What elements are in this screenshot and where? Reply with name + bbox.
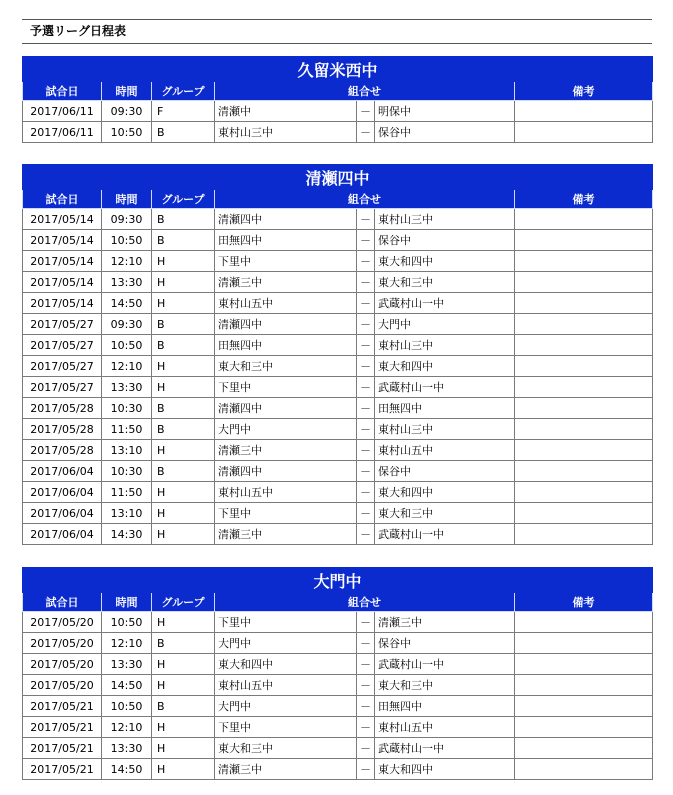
team-away: 東大和四中 [375,251,515,272]
venue-title: 清瀬四中 [23,165,653,190]
table-row [23,398,653,419]
match-date: 2017/05/21 [23,759,102,780]
team-away: 東大和三中 [375,503,515,524]
team-away: 東大和四中 [375,759,515,780]
match-date: 2017/05/28 [23,398,102,419]
match-note [515,503,653,524]
team-away: 武蔵村山一中 [375,377,515,398]
team-home: 清瀬中 [215,101,357,122]
team-home: 下里中 [215,717,357,738]
team-away: 東村山三中 [375,419,515,440]
table-row [23,209,653,230]
vs-dash: － [357,335,375,356]
match-date: 2017/06/04 [23,503,102,524]
table-row [23,101,653,122]
vs-dash: － [357,356,375,377]
team-home: 下里中 [215,503,357,524]
page-title: 予選リーグ日程表 [22,19,652,44]
match-note [515,440,653,461]
match-time: 14:50 [102,759,152,780]
team-home: 大門中 [215,696,357,717]
vs-dash: － [357,398,375,419]
table-row [23,717,653,738]
team-away: 東村山三中 [375,335,515,356]
match-group: H [152,675,215,696]
venue-table [22,164,653,545]
team-away: 武蔵村山一中 [375,293,515,314]
team-home: 東大和三中 [215,356,357,377]
match-date: 2017/05/28 [23,419,102,440]
match-date: 2017/05/28 [23,440,102,461]
match-group: H [152,482,215,503]
match-date: 2017/05/20 [23,612,102,633]
vs-dash: － [357,654,375,675]
team-away: 武蔵村山一中 [375,524,515,545]
match-time: 09:30 [102,101,152,122]
venue-table [22,567,653,780]
match-group: B [152,398,215,419]
match-date: 2017/05/14 [23,251,102,272]
vs-dash: － [357,717,375,738]
match-group: B [152,314,215,335]
match-note [515,398,653,419]
header-row [23,82,653,101]
match-group: B [152,633,215,654]
match-group: B [152,461,215,482]
match-date: 2017/05/14 [23,209,102,230]
match-date: 2017/05/20 [23,633,102,654]
match-date: 2017/05/14 [23,272,102,293]
team-away: 大門中 [375,314,515,335]
match-date: 2017/05/27 [23,356,102,377]
team-home: 田無四中 [215,335,357,356]
match-time: 12:10 [102,717,152,738]
table-row [23,335,653,356]
team-away: 東村山五中 [375,717,515,738]
table-row [23,696,653,717]
match-group: H [152,503,215,524]
match-note [515,230,653,251]
header-note: 備考 [515,82,653,101]
match-time: 10:50 [102,612,152,633]
match-time: 14:50 [102,675,152,696]
venue-title: 久留米西中 [23,57,653,82]
team-away: 東大和四中 [375,356,515,377]
match-time: 13:30 [102,272,152,293]
table-row [23,524,653,545]
match-group: H [152,612,215,633]
team-home: 清瀬四中 [215,209,357,230]
match-date: 2017/05/21 [23,717,102,738]
match-group: H [152,272,215,293]
table-row [23,419,653,440]
team-away: 東大和三中 [375,272,515,293]
match-note [515,314,653,335]
match-note [515,293,653,314]
header-note: 備考 [515,593,653,612]
team-home: 下里中 [215,377,357,398]
match-time: 09:30 [102,314,152,335]
match-time: 09:30 [102,209,152,230]
match-group: B [152,335,215,356]
table-row [23,482,653,503]
table-row [23,759,653,780]
match-date: 2017/06/04 [23,524,102,545]
team-home: 田無四中 [215,230,357,251]
match-group: H [152,293,215,314]
match-note [515,717,653,738]
header-row [23,190,653,209]
team-away: 田無四中 [375,398,515,419]
match-note [515,738,653,759]
vs-dash: － [357,419,375,440]
vs-dash: － [357,251,375,272]
match-note [515,356,653,377]
header-date: 試合日 [23,190,102,209]
match-note [515,209,653,230]
team-away: 保谷中 [375,122,515,143]
team-home: 東村山五中 [215,293,357,314]
team-home: 清瀬三中 [215,524,357,545]
team-away: 保谷中 [375,633,515,654]
match-time: 12:10 [102,633,152,654]
vs-dash: － [357,696,375,717]
match-note [515,654,653,675]
match-group: H [152,377,215,398]
team-home: 下里中 [215,612,357,633]
match-group: H [152,717,215,738]
match-note [515,122,653,143]
match-group: H [152,759,215,780]
vs-dash: － [357,293,375,314]
team-away: 清瀬三中 [375,612,515,633]
match-note [515,377,653,398]
team-home: 東村山五中 [215,482,357,503]
match-note [515,759,653,780]
match-time: 12:10 [102,356,152,377]
match-group: B [152,209,215,230]
match-group: B [152,696,215,717]
vs-dash: － [357,503,375,524]
header-match: 組合せ [215,593,515,612]
team-home: 清瀬四中 [215,398,357,419]
venue-table [22,56,653,143]
match-note [515,524,653,545]
match-time: 12:10 [102,251,152,272]
team-away: 東村山三中 [375,209,515,230]
match-note [515,251,653,272]
table-row [23,654,653,675]
match-date: 2017/05/14 [23,293,102,314]
table-row [23,272,653,293]
match-note [515,696,653,717]
match-note [515,675,653,696]
team-away: 田無四中 [375,696,515,717]
match-group: H [152,738,215,759]
vs-dash: － [357,377,375,398]
header-date: 試合日 [23,593,102,612]
header-group: グループ [152,593,215,612]
match-time: 10:50 [102,230,152,251]
team-away: 明保中 [375,101,515,122]
team-away: 東大和三中 [375,675,515,696]
match-note [515,419,653,440]
team-away: 東村山五中 [375,440,515,461]
match-note [515,461,653,482]
match-time: 11:50 [102,419,152,440]
vs-dash: － [357,122,375,143]
table-row [23,314,653,335]
match-time: 13:10 [102,440,152,461]
match-time: 13:10 [102,503,152,524]
table-row [23,440,653,461]
match-time: 10:50 [102,122,152,143]
table-row [23,377,653,398]
match-time: 13:30 [102,738,152,759]
match-time: 10:30 [102,398,152,419]
table-row [23,738,653,759]
match-group: B [152,230,215,251]
vs-dash: － [357,738,375,759]
table-row [23,633,653,654]
vs-dash: － [357,633,375,654]
table-row [23,612,653,633]
match-note [515,272,653,293]
vs-dash: － [357,759,375,780]
match-date: 2017/06/04 [23,482,102,503]
match-date: 2017/05/27 [23,335,102,356]
header-match: 組合せ [215,190,515,209]
vs-dash: － [357,230,375,251]
vs-dash: － [357,209,375,230]
match-group: H [152,251,215,272]
match-group: H [152,440,215,461]
match-note [515,612,653,633]
table-row [23,461,653,482]
match-date: 2017/06/04 [23,461,102,482]
match-date: 2017/05/21 [23,738,102,759]
team-home: 清瀬四中 [215,461,357,482]
table-row [23,675,653,696]
team-home: 東村山五中 [215,675,357,696]
venue-title: 大門中 [23,568,653,593]
match-date: 2017/05/20 [23,675,102,696]
match-time: 14:30 [102,524,152,545]
vs-dash: － [357,612,375,633]
team-home: 東大和三中 [215,738,357,759]
match-time: 11:50 [102,482,152,503]
vs-dash: － [357,461,375,482]
table-row [23,251,653,272]
match-group: B [152,122,215,143]
vs-dash: － [357,524,375,545]
match-date: 2017/05/27 [23,377,102,398]
match-time: 10:50 [102,696,152,717]
match-note [515,633,653,654]
match-note [515,335,653,356]
vs-dash: － [357,272,375,293]
vs-dash: － [357,482,375,503]
team-away: 武蔵村山一中 [375,738,515,759]
vs-dash: － [357,101,375,122]
team-home: 清瀬三中 [215,759,357,780]
team-home: 大門中 [215,633,357,654]
match-date: 2017/06/11 [23,122,102,143]
vs-dash: － [357,440,375,461]
match-group: B [152,419,215,440]
team-home: 清瀬四中 [215,314,357,335]
team-home: 東大和四中 [215,654,357,675]
team-home: 清瀬三中 [215,272,357,293]
match-date: 2017/05/27 [23,314,102,335]
match-date: 2017/05/14 [23,230,102,251]
header-date: 試合日 [23,82,102,101]
header-group: グループ [152,82,215,101]
match-date: 2017/05/20 [23,654,102,675]
match-date: 2017/06/11 [23,101,102,122]
match-time: 13:30 [102,654,152,675]
header-time: 時間 [102,190,152,209]
match-time: 10:30 [102,461,152,482]
team-home: 清瀬三中 [215,440,357,461]
team-away: 東大和四中 [375,482,515,503]
table-row [23,230,653,251]
team-home: 大門中 [215,419,357,440]
vs-dash: － [357,675,375,696]
match-group: H [152,524,215,545]
match-group: H [152,356,215,377]
table-row [23,293,653,314]
match-note [515,101,653,122]
team-away: 保谷中 [375,230,515,251]
table-row [23,503,653,524]
match-group: H [152,654,215,675]
team-away: 武蔵村山一中 [375,654,515,675]
match-group: F [152,101,215,122]
header-group: グループ [152,190,215,209]
match-time: 10:50 [102,335,152,356]
team-home: 下里中 [215,251,357,272]
match-time: 14:50 [102,293,152,314]
team-away: 保谷中 [375,461,515,482]
header-row [23,593,653,612]
table-row [23,122,653,143]
header-time: 時間 [102,593,152,612]
match-note [515,482,653,503]
header-time: 時間 [102,82,152,101]
team-home: 東村山三中 [215,122,357,143]
header-match: 組合せ [215,82,515,101]
match-time: 13:30 [102,377,152,398]
match-date: 2017/05/21 [23,696,102,717]
vs-dash: － [357,314,375,335]
header-note: 備考 [515,190,653,209]
table-row [23,356,653,377]
